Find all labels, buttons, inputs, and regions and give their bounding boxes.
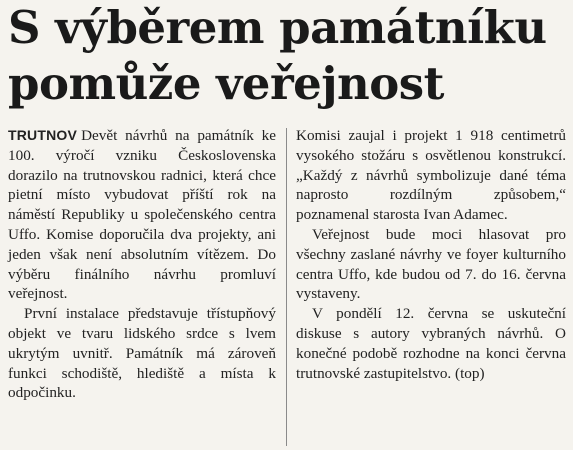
paragraph-5: V pondělí 12. června se uskuteční diskuse s autory vybraných návrhů. O konečné podobě rozhodne na konci června trutnovské zastupitelstvo. (top) bbox=[296, 305, 566, 382]
paragraph-1 bbox=[8, 126, 276, 304]
headline-line-2: pomůže veřejnost bbox=[8, 57, 444, 110]
headline-line-1: S výběrem památníku bbox=[8, 1, 547, 54]
headline bbox=[8, 0, 568, 112]
paragraph-4: Veřejnost bude moci hlasovat pro všechny zaslané návrhy ve foyer kulturního centra Uffo, kde budou od 7. do 16. června vystaveny. bbox=[296, 225, 566, 303]
paragraph-2: První instalace představuje třístupňový objekt ve tvaru lidského srdce s lvem ukrytým uvnitř. Památník má zároveň funkci schodiště, hlediště a místa k odpočinku. bbox=[8, 305, 276, 402]
dateline: TRUTNOV bbox=[8, 127, 78, 143]
paragraph-1-text: Devět návrhů na památník ke 100. výročí vzniku Československa dorazilo na trutnovskou radnici, která chce pietní místo vybudovat příští rok na náměstí Republiky u společenského centra Uffo. Komise doporučila dva projekty, ani jeden však není absolutním vítězem. Do výběru finálního návrhu promluví veřejnost. bbox=[8, 127, 276, 303]
article-column-left bbox=[8, 126, 276, 403]
article-column-right bbox=[296, 126, 566, 383]
column-divider bbox=[286, 128, 287, 446]
paragraph-3: Komisi zaujal i projekt 1 918 centimetrů vysokého stožáru s osvětlenou konstrukcí. „Každý z návrhů symbolizuje dané téma naprosto rozdílným způsobem,“ poznamenal starosta Ivan Adamec. bbox=[296, 127, 566, 224]
